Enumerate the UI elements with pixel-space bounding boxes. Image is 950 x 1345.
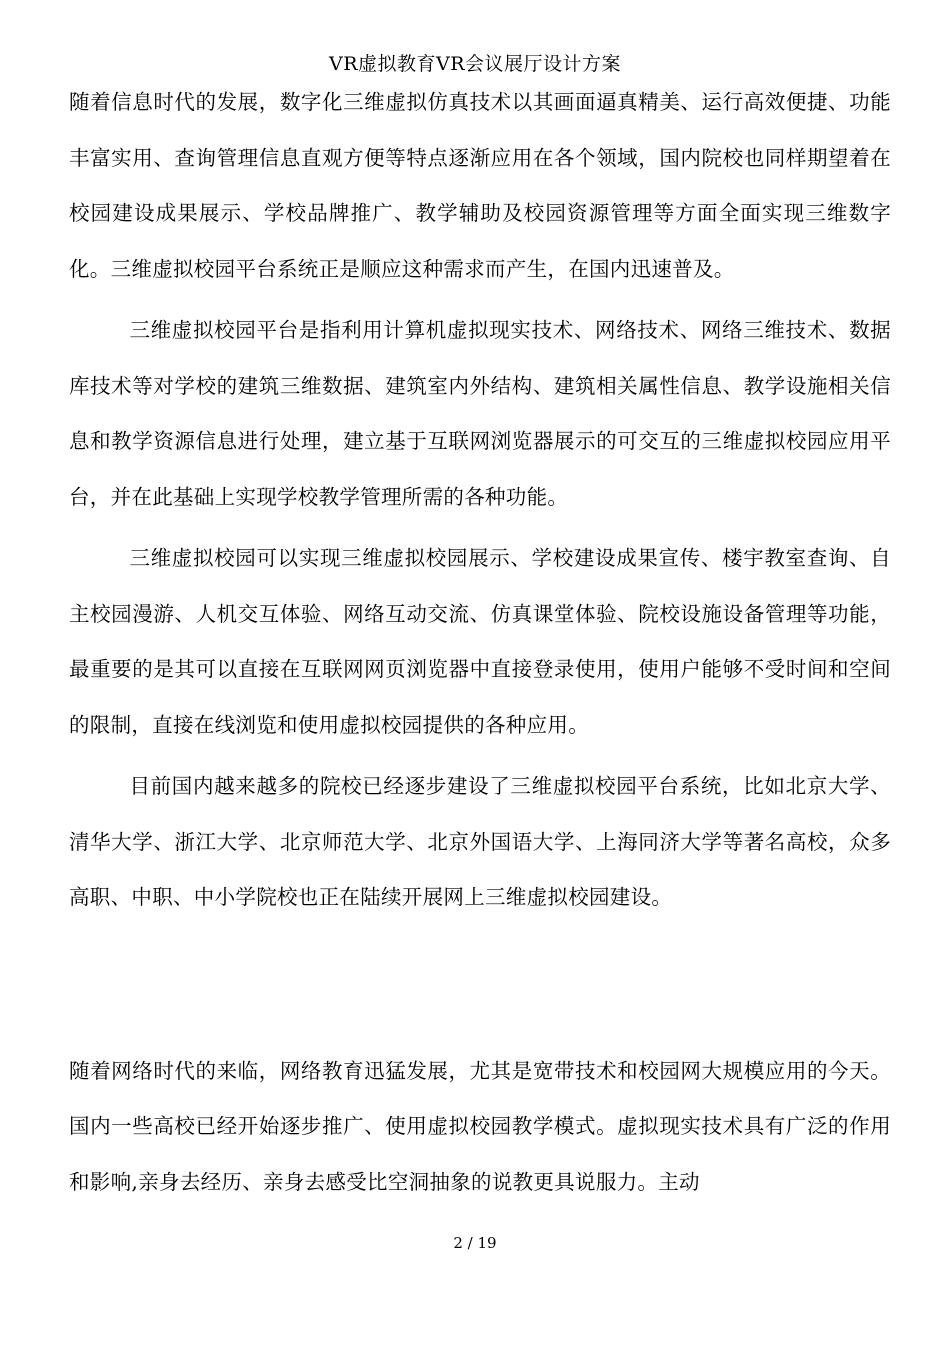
paragraph-intro: 随着信息时代的发展，数字化三维虚拟仿真技术以其画面逼真精美、运行高效便捷、功能丰富实用、查询管理信息直观方便等特点逐渐应用在各个领域，国内院校也同样期望着在校园建设成果展示、学校品牌推广、教学辅助及校园资源管理等方面全面实现三维数字化。三维虚拟校园平台系统正是顺应这种需求而产生，在国内迅速普及。 — [69, 90, 891, 281]
page-header-title: VR虚拟教育VR会议展厅设计方案 — [328, 53, 622, 75]
paragraph-platform-functions: 三维虚拟校园可以实现三维虚拟校园展示、学校建设成果宣传、楼宇教室查询、自主校园漫游、人机交互体验、网络互动交流、仿真课堂体验、院校设施设备管理等功能，最重要的是其可以直接在互联网网页浏览器中直接登录使用，使用户能够不受时间和空间的限制，直接在线浏览和使用虚拟校园提供的各种应用。 — [69, 546, 891, 737]
document-body — [69, 75, 891, 1210]
paragraph-domestic-adoption: 目前国内越来越多的院校已经逐步建设了三维虚拟校园平台系统，比如北京大学、清华大学、浙江大学、北京师范大学、北京外国语大学、上海同济大学等著名高校，众多高职、中职、中小学院校也正在陆续开展网上三维虚拟校园建设。 — [69, 774, 891, 909]
section-spacer — [69, 926, 891, 1044]
paragraph-network-education: 随着网络时代的来临，网络教育迅猛发展，尤其是宽带技术和校园网大规模应用的今天。国内一些高校已经开始逐步推广、使用虚拟校园教学模式。虚拟现实技术具有广泛的作用和影响,亲身去经历、亲身去感受比空洞抽象的说教更具说服力。主动 — [69, 1058, 891, 1194]
page-number: 2 / 19 — [453, 1234, 497, 1252]
paragraph-platform-definition: 三维虚拟校园平台是指利用计算机虚拟现实技术、网络技术、网络三维技术、数据库技术等对学校的建筑三维数据、建筑室内外结构、建筑相关属性信息、教学设施相关信息和教学资源信息进行处理，建立基于互联网浏览器展示的可交互的三维虚拟校园应用平台，并在此基础上实现学校教学管理所需的各种功能。 — [69, 318, 891, 509]
